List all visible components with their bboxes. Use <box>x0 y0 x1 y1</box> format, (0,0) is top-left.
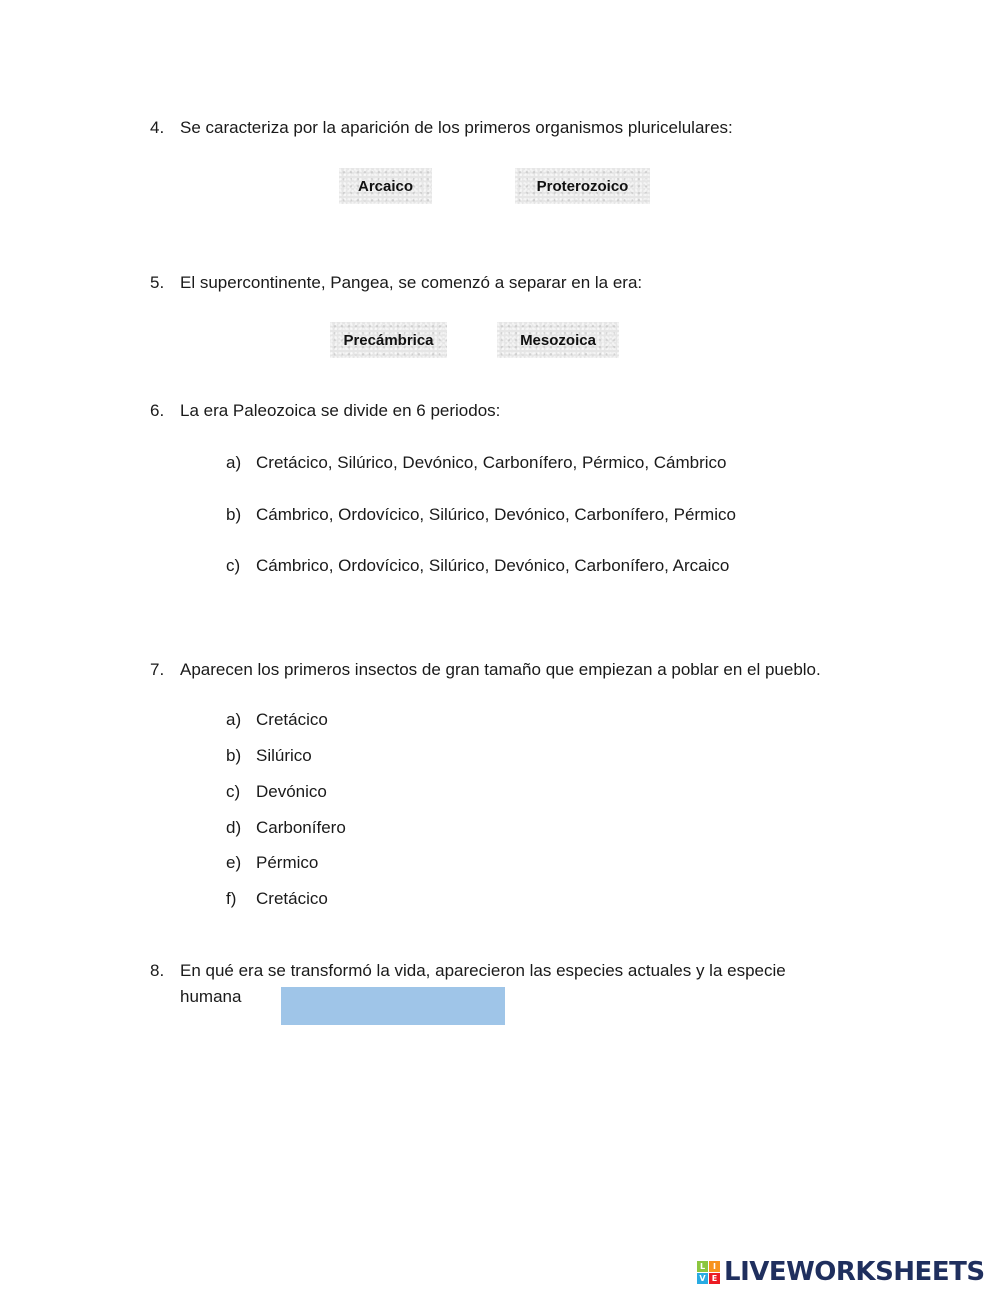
option-7e[interactable] <box>226 851 318 875</box>
option-letter: b) <box>226 505 242 524</box>
logo-mark-cell: I <box>709 1261 720 1272</box>
question-text: La era Paleozoica se divide en 6 periodos: <box>180 401 501 420</box>
choice-precambrica[interactable]: Precámbrica <box>330 322 447 358</box>
option-letter: a) <box>226 710 242 729</box>
question-text: Se caracteriza por la aparición de los primeros organismos pluricelulares: <box>180 118 733 137</box>
question-number: 4. <box>150 118 165 137</box>
option-text: Pérmico <box>256 853 319 872</box>
option-6c[interactable] <box>226 554 729 578</box>
option-text: Cámbrico, Ordovícico, Silúrico, Devónico, Carbonífero, Pérmico <box>256 505 736 524</box>
question-text: En qué era se transformó la vida, aparecieron las especies actuales y la especie humana <box>180 961 786 1006</box>
question-number: 6. <box>150 401 165 420</box>
question-text: Aparecen los primeros insectos de gran tamaño que empiezan a poblar en el pueblo. <box>180 660 821 679</box>
question-text: El supercontinente, Pangea, se comenzó a separar en la era: <box>180 273 643 292</box>
answer-input-8[interactable] <box>281 987 505 1025</box>
option-letter: c) <box>226 556 241 575</box>
option-7a[interactable] <box>226 708 328 732</box>
question-number: 5. <box>150 273 165 292</box>
option-letter: f) <box>226 889 237 908</box>
question-5 <box>150 270 870 296</box>
option-6b[interactable] <box>226 503 736 527</box>
choice-proterozoico[interactable]: Proterozoico <box>515 168 650 204</box>
option-7b[interactable] <box>226 744 312 768</box>
logo-mark-cell: V <box>697 1273 708 1284</box>
option-text: Cámbrico, Ordovícico, Silúrico, Devónico, Carbonífero, Arcaico <box>256 556 730 575</box>
choice-arcaico[interactable]: Arcaico <box>339 168 432 204</box>
option-6a[interactable] <box>226 451 727 475</box>
option-text: Devónico <box>256 782 327 801</box>
option-letter: a) <box>226 453 242 472</box>
liveworksheets-logo <box>697 1257 985 1287</box>
question-6 <box>150 398 870 424</box>
question-number: 8. <box>150 961 165 980</box>
option-letter: c) <box>226 782 241 801</box>
option-7f[interactable] <box>226 887 328 911</box>
option-text: Silúrico <box>256 746 312 765</box>
question-4 <box>150 115 870 141</box>
question-number: 7. <box>150 660 165 679</box>
option-text: Carbonífero <box>256 818 346 837</box>
logo-text: LIVEWORKSHEETS <box>724 1257 985 1287</box>
option-text: Cretácico, Silúrico, Devónico, Carbonífero, Pérmico, Cámbrico <box>256 453 727 472</box>
option-text: Cretácico <box>256 889 328 908</box>
logo-mark-icon <box>697 1261 720 1284</box>
logo-mark-cell: E <box>709 1273 720 1284</box>
choice-mesozoica[interactable]: Mesozoica <box>497 322 619 358</box>
logo-mark-cell: L <box>697 1261 708 1272</box>
option-letter: e) <box>226 853 242 872</box>
question-7 <box>150 657 870 683</box>
option-letter: b) <box>226 746 242 765</box>
option-text: Cretácico <box>256 710 328 729</box>
option-7d[interactable] <box>226 816 346 840</box>
option-7c[interactable] <box>226 780 327 804</box>
option-letter: d) <box>226 818 242 837</box>
